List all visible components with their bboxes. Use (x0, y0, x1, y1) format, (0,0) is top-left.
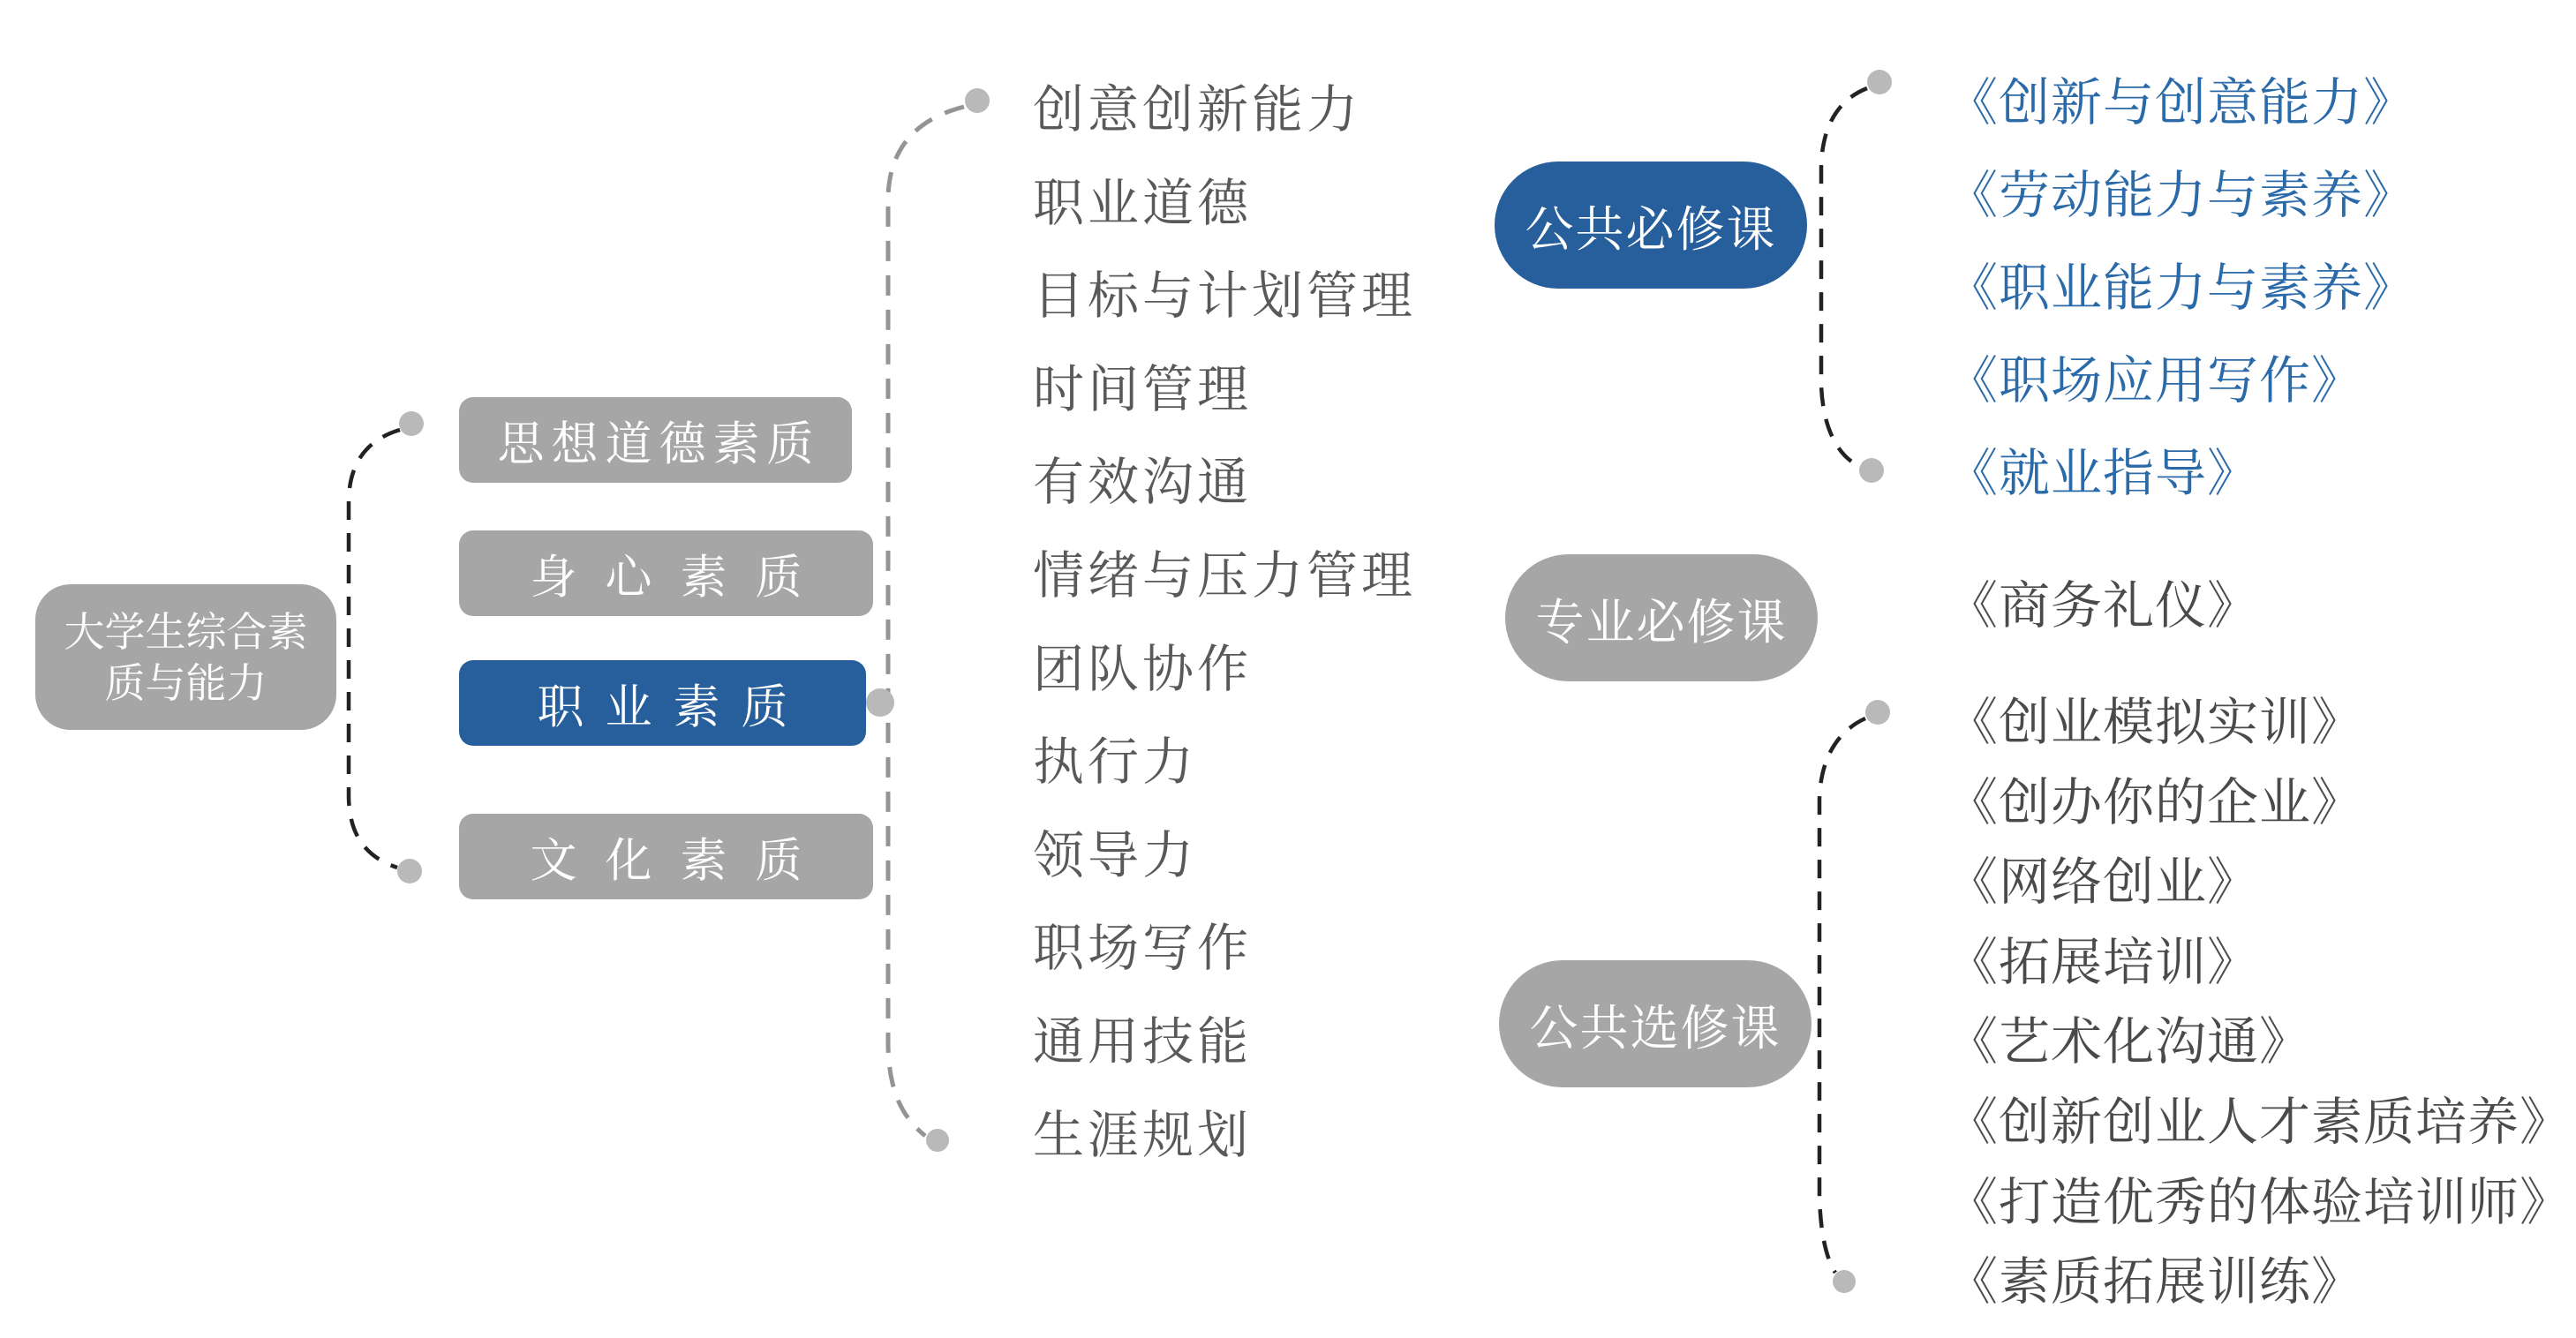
book-title: 《拓展培训》 (1947, 933, 2260, 991)
book-title: 《创业模拟实训》 (1947, 694, 2364, 751)
branch-node-ideological-moral: 思想道德素质 (459, 397, 852, 483)
book-title: 《创新创业人才素质培养》 (1947, 1094, 2572, 1151)
branch-node-professional-quality: 职业素质 (459, 660, 866, 746)
book-title: 《商务礼仪》 (1947, 577, 2260, 635)
skill-item: 创意创新能力 (1033, 81, 1362, 139)
skill-item: 领导力 (1033, 826, 1198, 884)
skill-item: 生涯规划 (1033, 1106, 1253, 1164)
book-title: 《创办你的企业》 (1947, 773, 2364, 831)
book-title: 《劳动能力与素养》 (1947, 167, 2416, 224)
skill-item: 通用技能 (1033, 1013, 1253, 1071)
skill-item: 职场写作 (1033, 920, 1253, 978)
book-title: 《就业指导》 (1947, 445, 2260, 502)
course-pill-public-required: 公共必修课 (1495, 162, 1807, 289)
book-title: 《职业能力与素养》 (1947, 259, 2416, 317)
skill-item: 团队协作 (1033, 640, 1253, 698)
course-pill-professional-required: 专业必修课 (1505, 554, 1818, 681)
book-title: 《创新与创意能力》 (1947, 74, 2416, 132)
book-title: 《打造优秀的体验培训师》 (1947, 1173, 2572, 1231)
book-title: 《艺术化沟通》 (1947, 1013, 2312, 1071)
root-label-line1: 大学生综合素 (64, 608, 308, 655)
skill-item: 有效沟通 (1033, 454, 1253, 512)
skill-item: 职业道德 (1033, 174, 1253, 232)
book-title: 《素质拓展训练》 (1947, 1253, 2364, 1312)
skill-item: 执行力 (1033, 733, 1198, 792)
branch-node-cultural-quality: 文化素质 (459, 814, 873, 899)
skill-item: 目标与计划管理 (1033, 267, 1417, 326)
book-title: 《网络创业》 (1947, 853, 2260, 912)
skill-item: 情绪与压力管理 (1033, 547, 1417, 605)
course-pill-public-elective: 公共选修课 (1499, 960, 1811, 1087)
branch-node-physical-mental: 身心素质 (459, 530, 873, 616)
root-label-line2: 质与能力 (104, 659, 267, 706)
skill-item: 时间管理 (1033, 360, 1253, 418)
book-title: 《职场应用写作》 (1947, 352, 2364, 410)
